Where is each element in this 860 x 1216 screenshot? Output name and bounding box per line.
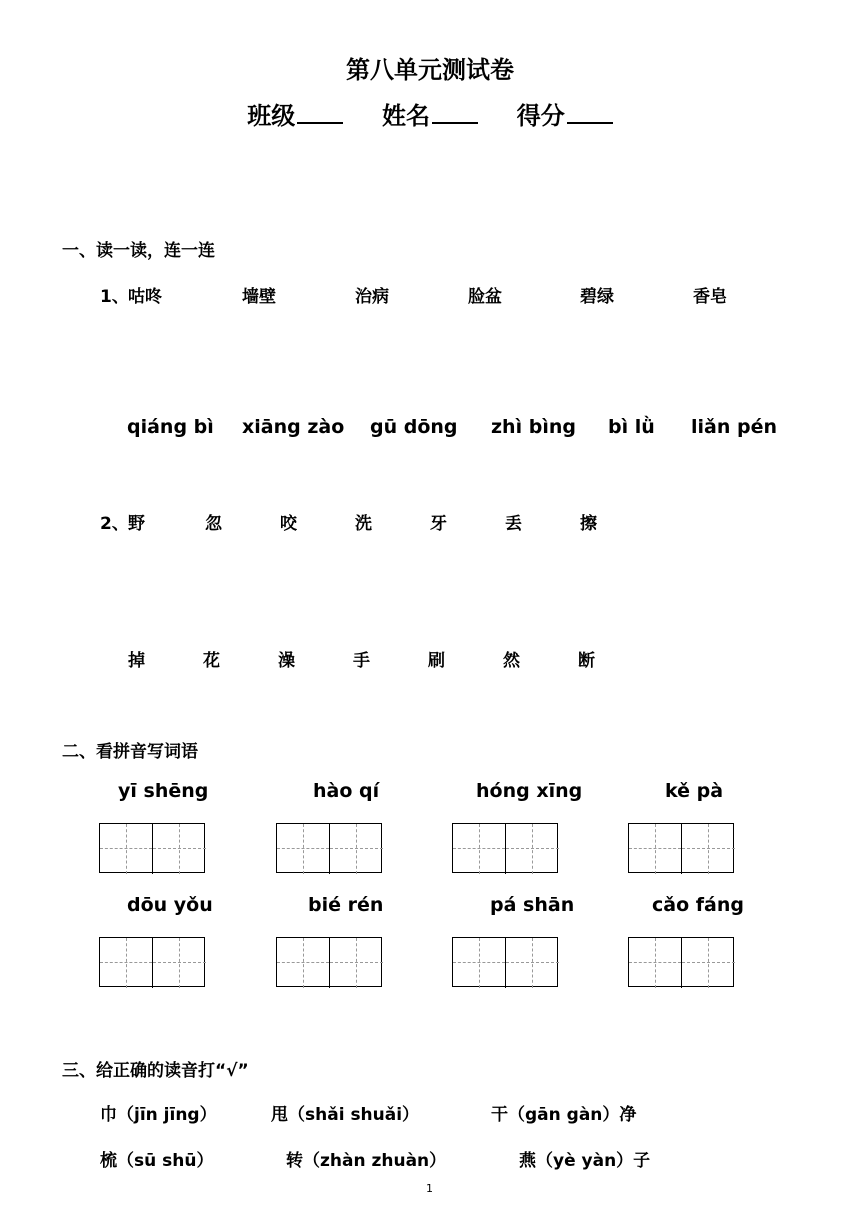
- q1-word-2[interactable]: 墙壁: [242, 287, 276, 307]
- writing-box[interactable]: [452, 823, 558, 873]
- s3-item-4[interactable]: 梳（sū shū）: [100, 1151, 214, 1171]
- q1-pinyin-5[interactable]: bì lǜ: [608, 416, 655, 438]
- q2-top-6[interactable]: 丢: [505, 514, 522, 534]
- q1-pinyin-6[interactable]: liǎn pén: [691, 416, 778, 438]
- s2-pinyin-7: pá shān: [490, 894, 575, 916]
- s2-pinyin-8: cǎo fáng: [652, 894, 744, 916]
- class-blank[interactable]: [297, 104, 343, 124]
- writing-box[interactable]: [276, 937, 382, 987]
- q2-label: 2、: [100, 514, 129, 534]
- q1-pinyin-2[interactable]: xiāng zào: [242, 416, 345, 438]
- score-label: 得分: [516, 102, 565, 130]
- s3-item-3[interactable]: 干（gān gàn）净: [491, 1105, 637, 1125]
- section2-heading: 二、看拼音写词语: [62, 742, 198, 762]
- q1-pinyin-4[interactable]: zhì bìng: [491, 416, 576, 438]
- student-info-line: [0, 96, 860, 131]
- writing-box[interactable]: [628, 937, 734, 987]
- q2-bottom-2[interactable]: 花: [203, 651, 220, 671]
- q1-word-1[interactable]: 咕咚: [128, 287, 162, 307]
- q2-bottom-6[interactable]: 然: [503, 651, 520, 671]
- q1-label: 1、: [100, 287, 129, 307]
- s2-pinyin-3: hóng xīng: [476, 780, 583, 802]
- q2-top-3[interactable]: 咬: [280, 514, 297, 534]
- writing-box[interactable]: [99, 937, 205, 987]
- s3-item-6[interactable]: 燕（yè yàn）子: [519, 1151, 651, 1171]
- q2-top-5[interactable]: 牙: [430, 514, 447, 534]
- q2-top-7[interactable]: 擦: [580, 514, 597, 534]
- s2-pinyin-4: kě pà: [665, 780, 724, 802]
- score-blank[interactable]: [567, 104, 613, 124]
- s2-pinyin-5: dōu yǒu: [127, 894, 213, 916]
- s3-item-1[interactable]: 巾（jīn jīng）: [100, 1105, 217, 1125]
- writing-box[interactable]: [99, 823, 205, 873]
- q2-bottom-7[interactable]: 断: [578, 651, 595, 671]
- section1-heading: 一、读一读，连一连: [62, 241, 215, 261]
- q1-word-6[interactable]: 香皂: [693, 287, 727, 307]
- writing-box[interactable]: [276, 823, 382, 873]
- q1-word-5[interactable]: 碧绿: [580, 287, 614, 307]
- q2-top-2[interactable]: 忽: [205, 514, 222, 534]
- writing-box[interactable]: [628, 823, 734, 873]
- q1-word-4[interactable]: 脸盆: [468, 287, 502, 307]
- s2-pinyin-2: hào qí: [313, 780, 380, 802]
- q2-top-1[interactable]: 野: [128, 514, 145, 534]
- q2-bottom-3[interactable]: 澡: [278, 651, 295, 671]
- page-number: 1: [426, 1182, 433, 1195]
- s2-pinyin-1: yī shēng: [118, 780, 209, 802]
- q2-top-4[interactable]: 洗: [355, 514, 372, 534]
- writing-box[interactable]: [452, 937, 558, 987]
- page-title: 第八单元测试卷: [346, 56, 514, 84]
- name-blank[interactable]: [432, 104, 478, 124]
- name-label: 姓名: [382, 102, 430, 130]
- q1-pinyin-1[interactable]: qiáng bì: [127, 416, 214, 438]
- s2-pinyin-6: bié rén: [308, 894, 384, 916]
- s3-item-5[interactable]: 转（zhàn zhuàn）: [286, 1151, 447, 1171]
- q1-word-3[interactable]: 治病: [355, 287, 389, 307]
- section3-heading: 三、给正确的读音打“√”: [62, 1061, 249, 1081]
- q2-bottom-4[interactable]: 手: [353, 651, 370, 671]
- q1-pinyin-3[interactable]: gū dōng: [370, 416, 458, 438]
- q2-bottom-1[interactable]: 掉: [128, 651, 145, 671]
- s3-item-2[interactable]: 甩（shǎi shuǎi）: [271, 1105, 420, 1125]
- q2-bottom-5[interactable]: 刷: [428, 651, 445, 671]
- class-label: 班级: [247, 102, 296, 130]
